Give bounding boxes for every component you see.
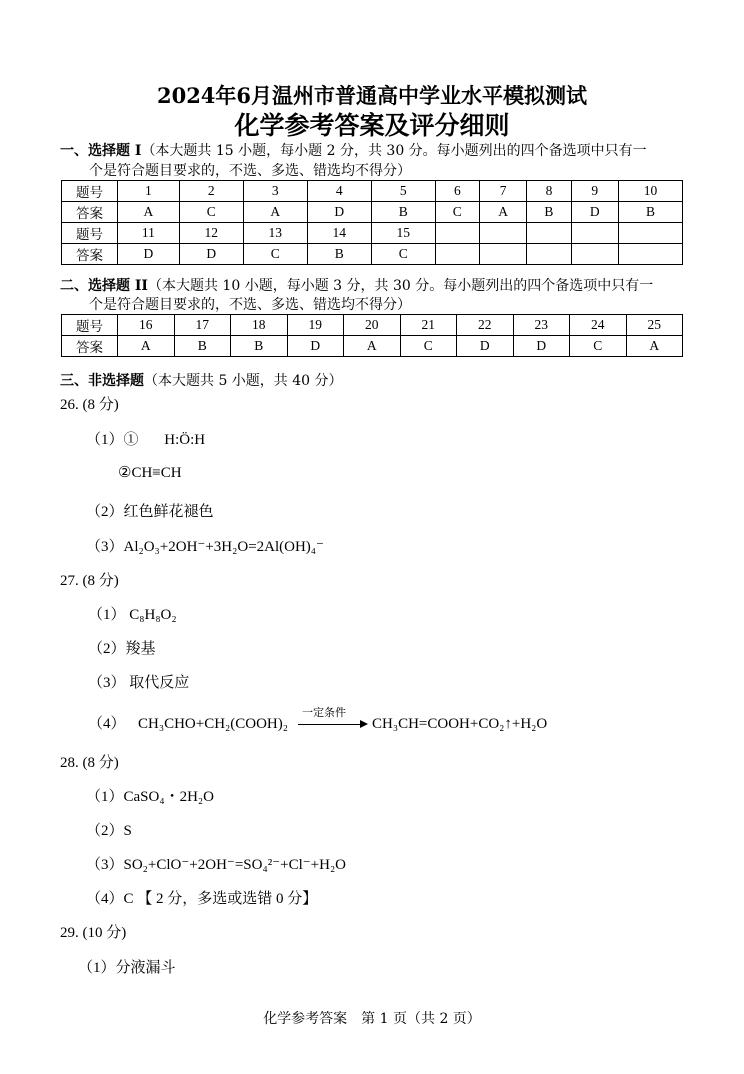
table-cell: C xyxy=(243,244,307,265)
table-cell: A xyxy=(344,336,401,357)
table-cell: A xyxy=(626,336,683,357)
table-cell: B xyxy=(231,336,288,357)
table-row xyxy=(62,202,683,223)
q27-part3: （3） 取代反应 xyxy=(88,675,190,691)
table-cell xyxy=(571,244,618,265)
section2-desc-line1: （本大题共 10 小题，每小题 3 分，共 30 分。每小题列出的四个备选项中只有一 xyxy=(147,278,654,294)
section2-header xyxy=(60,275,653,295)
table-cell: 7 xyxy=(479,181,526,202)
table-cell: 25 xyxy=(626,315,683,336)
table-cell: 24 xyxy=(570,315,627,336)
table-cell: 11 xyxy=(118,223,180,244)
table-cell: 20 xyxy=(344,315,401,336)
page-footer: 化学参考答案 第 1 页（共 2 页） xyxy=(263,1011,481,1027)
table-cell xyxy=(527,223,571,244)
section1-answer-table xyxy=(61,180,683,265)
section2-answer-table xyxy=(61,314,683,357)
table-cell: 3 xyxy=(243,181,307,202)
q26-part3: （3）Al₂O₃+2OH⁻+3H₂O=2Al(OH)₄⁻ xyxy=(86,539,324,555)
table-cell: A xyxy=(243,202,307,223)
table-row xyxy=(62,336,683,357)
table-cell: 2 xyxy=(179,181,243,202)
row-label: 题号 xyxy=(62,223,118,244)
table-cell: 6 xyxy=(435,181,479,202)
table-cell xyxy=(618,223,682,244)
table-cell: D xyxy=(571,202,618,223)
q28-part2: （2）S xyxy=(86,823,132,839)
q27-label: 27. (8 分) xyxy=(60,573,119,589)
q27-products: CH₃CH=COOH+CO₂↑+H₂O xyxy=(372,716,548,732)
table-cell: C xyxy=(570,336,627,357)
q27-part2: （2）羧基 xyxy=(88,641,156,657)
table-cell: D xyxy=(287,336,344,357)
section1-desc-line2: 个是符合题目要求的，不选、多选、错选均不得分） xyxy=(89,163,411,179)
table-cell: 8 xyxy=(527,181,571,202)
q26-part1-prefix: （1）① xyxy=(86,432,139,448)
section2-desc-line2: 个是符合题目要求的，不选、多选、错选均不得分） xyxy=(89,297,411,313)
table-cell: 19 xyxy=(287,315,344,336)
table-row xyxy=(62,223,683,244)
q27-part1: （1） C₈H₈O₂ xyxy=(88,607,177,623)
table-cell: A xyxy=(118,336,175,357)
table-cell xyxy=(435,244,479,265)
water-electron-formula: H:Ö:H xyxy=(164,432,206,448)
table-cell xyxy=(527,244,571,265)
table-cell: 18 xyxy=(231,315,288,336)
table-cell: D xyxy=(513,336,570,357)
table-cell: B xyxy=(527,202,571,223)
table-cell xyxy=(618,244,682,265)
table-cell: C xyxy=(179,202,243,223)
row-label: 答案 xyxy=(62,202,118,223)
table-cell: C xyxy=(371,244,435,265)
table-row xyxy=(62,181,683,202)
document-title-line1: 2024年6月温州市普通高中学业水平模拟测试 xyxy=(156,83,588,108)
q26-part2: （2）红色鲜花褪色 xyxy=(86,504,214,520)
table-cell: 22 xyxy=(457,315,514,336)
section2-heading: 二、选择题 II xyxy=(60,278,148,294)
table-cell: 14 xyxy=(307,223,371,244)
row-label: 答案 xyxy=(62,336,118,357)
q26-label: 26. (8 分) xyxy=(60,397,119,413)
table-cell: D xyxy=(179,244,243,265)
q29-label: 29. (10 分) xyxy=(60,925,127,941)
table-cell xyxy=(479,223,526,244)
table-cell: 12 xyxy=(179,223,243,244)
q28-part1: （1）CaSO₄・2H₂O xyxy=(86,789,214,805)
q26-part1b: ②CH≡CH xyxy=(118,465,182,481)
reaction-condition: 一定条件 xyxy=(302,706,346,719)
table-cell xyxy=(571,223,618,244)
table-cell: D xyxy=(457,336,514,357)
section1-header xyxy=(60,140,647,160)
row-label: 题号 xyxy=(62,315,118,336)
reaction-arrow xyxy=(298,724,360,725)
table-cell: B xyxy=(618,202,682,223)
section1-heading: 一、选择题 I xyxy=(60,143,142,159)
q28-part3: （3）SO₂+ClO⁻+2OH⁻=SO₄²⁻+Cl⁻+H₂O xyxy=(86,857,347,873)
table-cell: 5 xyxy=(371,181,435,202)
table-cell: 17 xyxy=(174,315,231,336)
table-cell: 21 xyxy=(400,315,457,336)
q28-label: 28. (8 分) xyxy=(60,755,119,771)
table-cell: 23 xyxy=(513,315,570,336)
row-label: 答案 xyxy=(62,244,118,265)
q26-part1 xyxy=(86,428,205,449)
table-cell: A xyxy=(118,202,180,223)
q27-part4-prefix: （4） xyxy=(88,716,126,732)
table-cell: D xyxy=(118,244,180,265)
q27-reactants: CH₃CHO+CH₂(COOH)₂ xyxy=(138,716,288,732)
q29-part1: （1）分液漏斗 xyxy=(78,960,176,976)
section1-desc-line1: （本大题共 15 小题，每小题 2 分，共 30 分。每小题列出的四个备选项中只有一 xyxy=(141,143,647,159)
table-cell: 9 xyxy=(571,181,618,202)
row-label: 题号 xyxy=(62,181,118,202)
table-cell: 13 xyxy=(243,223,307,244)
table-cell: C xyxy=(435,202,479,223)
table-cell: 16 xyxy=(118,315,175,336)
table-cell: D xyxy=(307,202,371,223)
section3-heading: 三、非选择题 xyxy=(60,373,144,389)
table-cell: 1 xyxy=(118,181,180,202)
table-cell: 4 xyxy=(307,181,371,202)
table-row xyxy=(62,315,683,336)
table-cell: B xyxy=(307,244,371,265)
table-cell xyxy=(435,223,479,244)
reaction-arrow-head xyxy=(360,720,368,728)
table-cell: B xyxy=(174,336,231,357)
q28-part4: （4）C 【 2 分，多选或选错 0 分】 xyxy=(86,891,318,907)
table-cell: 10 xyxy=(618,181,682,202)
table-cell: B xyxy=(371,202,435,223)
table-cell: C xyxy=(400,336,457,357)
document-title-line2: 化学参考答案及评分细则 xyxy=(234,111,510,140)
table-cell xyxy=(479,244,526,265)
section3-desc: （本大题共 5 小题，共 40 分） xyxy=(144,373,343,389)
section3-header xyxy=(60,370,343,390)
table-cell: 15 xyxy=(371,223,435,244)
table-cell: A xyxy=(479,202,526,223)
table-row xyxy=(62,244,683,265)
